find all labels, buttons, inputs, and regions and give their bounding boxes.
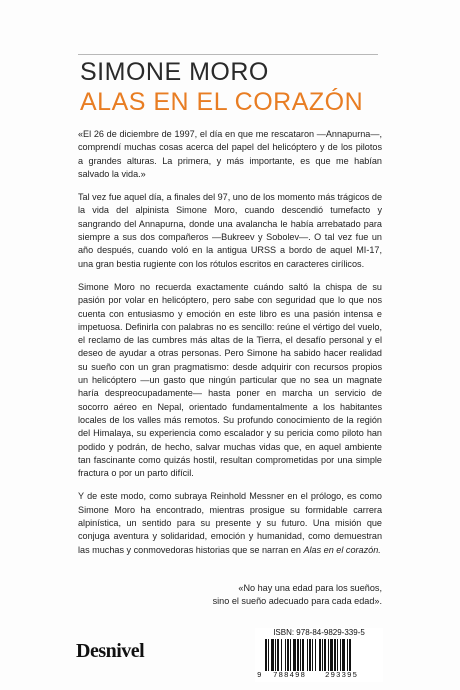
blurb-paragraph-2: Tal vez fue aquel día, a finales del 97, uno de los momento más trágicos de la vida del alpinista Simone Moro, cuando descendió tumefacto y sangrando del Annapurna, donde una avalancha le había arrebatado para siempre a sus dos compañeros —Bukreev y Sobolev—. O tal vez fue un año después, cuando voló en la antigua URSS a bordo de aquel MI-17, una gran bestia rugiente con los rótulos escritos en caracteres cirílicos. — [78, 192, 382, 269]
quote-line-1: «No hay una edad para los sueños, — [238, 583, 382, 593]
blurb-paragraph-4 — [78, 490, 382, 556]
blurb-paragraph-1: «El 26 de diciembre de 1997, el día en que me rescataron —Annapurna—, comprendí muchas cosas acerca del papel del helicóptero y de los pilotos a grandes alturas. La primera, y más importante, es que me habían salvado la vida.» — [78, 129, 382, 179]
book-title: ALAS EN EL CORAZÓN — [80, 88, 364, 116]
blurb-paragraph-4-text: Y de este modo, como subraya Reinhold Messner en el prólogo, es como Simone Moro ha encontrado, mientras prosigue su formidable carrera alpinística, un sentido para su presente y su futuro. Una misión que conjuga aventura y solidaridad, emoción y humanidad, como demuestran las muchas y conmovedoras historias que se narran en — [78, 491, 382, 555]
author-name: SIMONE MORO — [80, 58, 269, 86]
blurb-paragraph-3: Simone Moro no recuerda exactamente cuándo saltó la chispa de su pasión por volar en helicóptero, pero sabe con seguridad que lo que nos cuenta con entusiasmo y emoción en este libro es una pasión intensa e impetuosa. Definirla con palabras no es sencillo: reúne el vértigo del vuelo, el reclamo de las cumbres más altas de la Tierra, el desafío personal y el deseo de ayudar a otras personas. Pero Simone ha sabido hacer realidad su sueño con un gran pragmatismo: desde adquirir con recursos propios un helicóptero —un gasto que ningún particular que no sea un magnate haría despreocupadamente— hasta poner en marcha un servicio de socorro aéreo en Nepal, orientado fundamentalmente a los habitantes locales de los valles más remotos. Su profundo conocimiento de la región del Himalaya, su experiencia como escalador y su pericia como piloto han podido y podrán, de hecho, salvar muchas vidas que, en aquel ambiente tan fascinante como quizás hostil, resultan comprometidas por una simple fractura o por un parto difícil. — [78, 281, 382, 479]
top-divider — [78, 54, 378, 55]
barcode-group-1: 788498 — [273, 672, 307, 680]
barcode-group-2: 293395 — [325, 672, 359, 680]
barcode-icon — [265, 639, 377, 671]
blurb-text — [78, 128, 382, 567]
barcode-block — [255, 628, 383, 682]
barcode-lead-digit: 9 — [257, 672, 262, 680]
quote-line-2: sino el sueño adecuado para cada edad». — [212, 596, 382, 607]
isbn-label: ISBN: 978-84-9829-339-5 — [273, 628, 365, 637]
book-title-italic: Alas en el corazón. — [303, 544, 381, 555]
closing-quote — [150, 582, 382, 609]
publisher-logo: Desnivel — [76, 640, 145, 662]
